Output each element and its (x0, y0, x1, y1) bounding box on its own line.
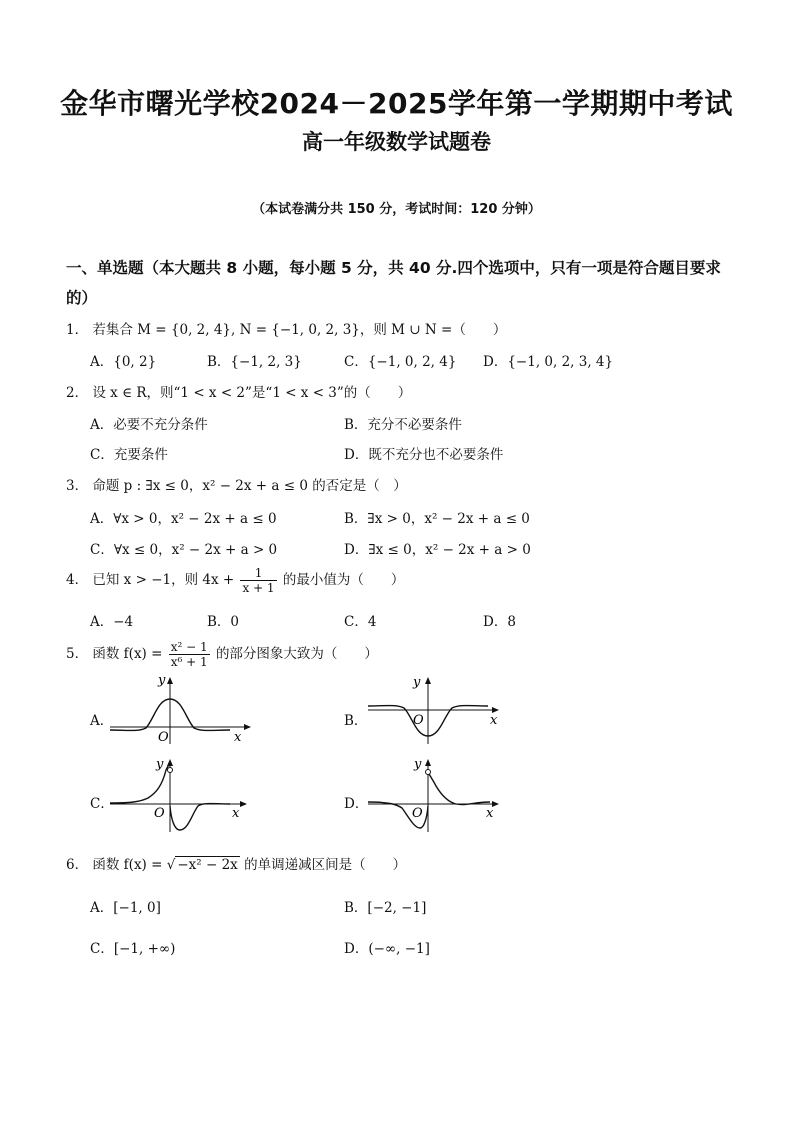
question-5-stem (66, 640, 378, 669)
origin-label: O (154, 806, 165, 821)
exam-title: 金华市曙光学校2024－2025学年第一学期期中考试 (60, 87, 733, 120)
fraction (240, 566, 276, 595)
q5-option-c-graph[interactable] (108, 756, 258, 834)
question-text-after: 的单调递减区间是（ ） (244, 857, 407, 873)
q3-option-d[interactable]: D．∃x ≤ 0，x² − 2x + a > 0 (344, 542, 531, 558)
q4-option-b[interactable]: B．0 (207, 614, 240, 630)
y-axis-label: y (156, 757, 164, 772)
sqrt-body: −x² − 2x (177, 857, 238, 873)
q3-option-c[interactable]: C．∀x ≤ 0，x² − 2x + a > 0 (90, 542, 278, 558)
origin-label: O (413, 713, 424, 728)
q5-option-b-graph[interactable] (366, 674, 506, 746)
fraction-numerator: x² − 1 (170, 640, 208, 654)
fraction-numerator: 1 (240, 566, 276, 581)
sqrt-icon: √ (166, 857, 176, 873)
question-text-before: 已知 x > −1，则 4x + (92, 572, 235, 588)
question-number: 1． (66, 322, 89, 338)
q1-option-a[interactable]: A．{0, 2} (90, 354, 157, 370)
question-text: 设 x ∈ R，则“1 < x < 2”是“1 < x < 3”的（ ） (92, 385, 412, 401)
origin-label: O (412, 806, 423, 821)
y-axis-label: y (158, 674, 166, 688)
q3-option-b[interactable]: B．∃x > 0，x² − 2x + a ≤ 0 (344, 511, 530, 527)
q2-option-d[interactable]: D．既不充分也不必要条件 (344, 447, 504, 463)
exam-info: （本试卷满分共 150 分，考试时间：120 分钟） (252, 202, 541, 217)
q6-option-a[interactable]: A．[−1, 0] (90, 900, 161, 916)
q5-option-d-graph[interactable] (366, 756, 506, 834)
q1-option-b[interactable]: B．{−1, 2, 3} (207, 354, 302, 370)
fraction-denominator: x + 1 (242, 581, 275, 595)
x-axis-label: x (486, 806, 494, 821)
q4-option-a[interactable]: A．−4 (90, 614, 134, 630)
question-text: 命题 p : ∃x ≤ 0，x² − 2x + a ≤ 0 的否定是（ ） (92, 478, 407, 494)
q5-option-d-label[interactable]: D． (344, 796, 369, 812)
question-number: 3． (66, 478, 89, 494)
question-2-stem (66, 381, 411, 401)
q2-option-c[interactable]: C．充要条件 (90, 447, 168, 463)
question-number: 5． (66, 646, 89, 662)
question-3-stem (66, 474, 407, 494)
fraction (169, 640, 210, 669)
q4-option-d[interactable]: D．8 (483, 614, 516, 630)
q5-option-c-label[interactable]: C． (90, 796, 114, 812)
section-heading: 一、单选题（本大题共 8 小题，每小题 5 分，共 40 分.四个选项中，只有一项是符合题目要求的） (66, 259, 721, 307)
exam-subtitle: 高一年级数学试题卷 (302, 130, 491, 154)
question-number: 6． (66, 857, 89, 873)
x-axis-label: x (232, 806, 240, 821)
question-text-before: 函数 f(x) = (92, 646, 163, 662)
q5-option-a-graph[interactable] (108, 674, 258, 746)
q6-option-c[interactable]: C．[−1, +∞) (90, 941, 176, 957)
fraction-denominator: x⁶ + 1 (170, 655, 208, 669)
q4-option-c[interactable]: C．4 (344, 614, 377, 630)
question-text-before: 函数 f(x) = (92, 857, 163, 873)
q5-option-a-label[interactable]: A． (90, 713, 114, 729)
question-1-stem (66, 318, 506, 338)
question-number: 4． (66, 572, 89, 588)
q2-option-a[interactable]: A．必要不充分条件 (90, 417, 208, 433)
question-4-stem (66, 566, 404, 595)
question-number: 2． (66, 385, 89, 401)
x-axis-label: x (234, 730, 242, 745)
question-6-stem (66, 853, 406, 873)
q1-option-c[interactable]: C．{−1, 0, 2, 4} (344, 354, 457, 370)
y-axis-label: y (413, 675, 421, 690)
q5-option-b-label[interactable]: B． (344, 713, 368, 729)
q2-option-b[interactable]: B．充分不必要条件 (344, 417, 462, 433)
question-text: 若集合 M = {0, 2, 4}, N = {−1, 0, 2, 3}，则 M ∪ N =（ ） (92, 322, 507, 338)
q3-option-a[interactable]: A．∀x > 0，x² − 2x + a ≤ 0 (90, 511, 277, 527)
q1-option-d[interactable]: D．{−1, 0, 2, 3, 4} (483, 354, 614, 370)
y-axis-label: y (414, 757, 422, 772)
q6-option-b[interactable]: B．[−2, −1] (344, 900, 427, 916)
q6-option-d[interactable]: D．(−∞, −1] (344, 941, 430, 957)
x-axis-label: x (490, 713, 498, 728)
question-text-after: 的部分图象大致为（ ） (215, 646, 378, 662)
question-text-after: 的最小值为（ ） (282, 572, 405, 588)
origin-label: O (158, 730, 169, 745)
